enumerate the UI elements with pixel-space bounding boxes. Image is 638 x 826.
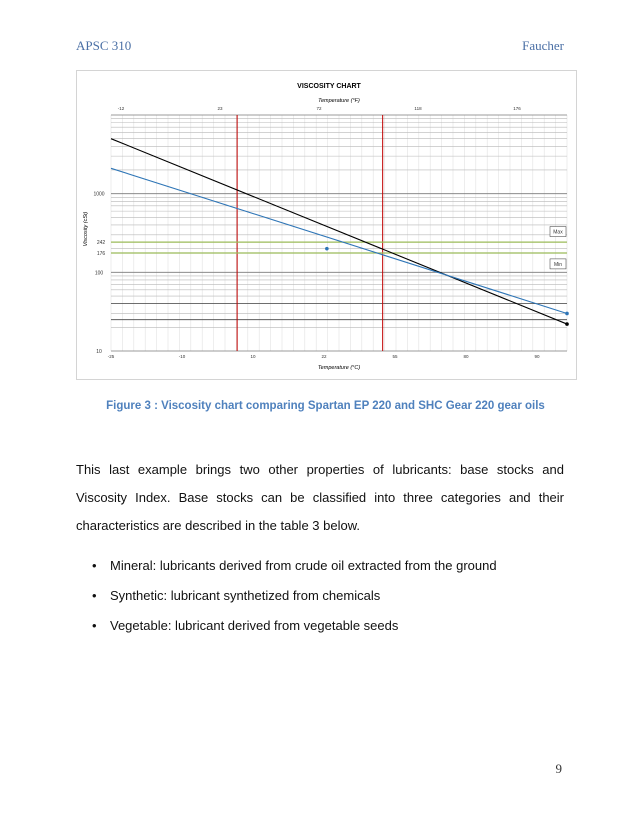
series-point	[565, 322, 569, 326]
top-tick-label: 118	[414, 106, 422, 111]
top-axis-label: Temperature (°F)	[318, 98, 360, 104]
reference-line-label: 242	[96, 240, 106, 247]
range-box-label: Min	[553, 261, 563, 268]
bullet-text: Vegetable: lubricant derived from vegetable seeds	[110, 618, 399, 633]
bottom-tick-label: -25	[107, 354, 115, 359]
grid	[111, 115, 567, 351]
bullet-text: Synthetic: lubricant synthetized from chemicals	[110, 588, 381, 603]
bottom-tick-label: 55	[392, 354, 398, 359]
body-paragraph: This last example brings two other properties of lubricants: base stocks and Viscosity Index. Base stocks can be classified into three categories and their characteristics are described in the table 3 below.	[76, 462, 564, 533]
header-right: Faucher	[522, 38, 564, 53]
figure-caption: Figure 3 : Viscosity chart comparing Spartan EP 220 and SHC Gear 220 gear oils	[106, 400, 545, 412]
bullet-text: Mineral: lubricants derived from crude oil extracted from the ground	[110, 558, 497, 573]
bullet-icon: •	[92, 618, 97, 633]
reference-line-label: 176	[96, 251, 106, 258]
y-tick-label: 1000	[93, 191, 105, 198]
viscosity-chart	[76, 70, 577, 380]
top-tick-label: 72	[316, 106, 322, 111]
bullet-icon: •	[92, 588, 97, 603]
list-item	[92, 586, 572, 616]
bottom-axis-label: Temperature (°C)	[317, 365, 361, 371]
y-axis-label: Viscosity (cSt)	[83, 211, 89, 247]
y-tick-label: 100	[94, 270, 104, 277]
bullet-icon: •	[92, 558, 97, 573]
bottom-tick-label: 90	[534, 354, 540, 359]
chart-svg	[77, 71, 576, 379]
top-tick-label: 23	[217, 106, 223, 111]
top-tick-label: 176	[513, 106, 521, 111]
y-tick-label: 10	[96, 349, 102, 355]
series-point	[325, 247, 329, 251]
list-item	[92, 556, 572, 586]
bottom-tick-label: -10	[178, 354, 186, 359]
list-item	[92, 616, 572, 646]
bottom-tick-label: 10	[250, 354, 256, 359]
bottom-tick-label: 22	[321, 354, 327, 359]
chart-title: VISCOSITY CHART	[297, 83, 361, 90]
series-point	[565, 312, 569, 316]
bullet-list	[92, 556, 572, 646]
header-left: APSC 310	[76, 38, 132, 53]
bottom-tick-label: 80	[463, 354, 469, 359]
chart-labels	[93, 106, 566, 359]
top-tick-label: -12	[117, 106, 125, 111]
page-number: 9	[555, 761, 562, 776]
range-box-label: Max	[553, 229, 563, 236]
